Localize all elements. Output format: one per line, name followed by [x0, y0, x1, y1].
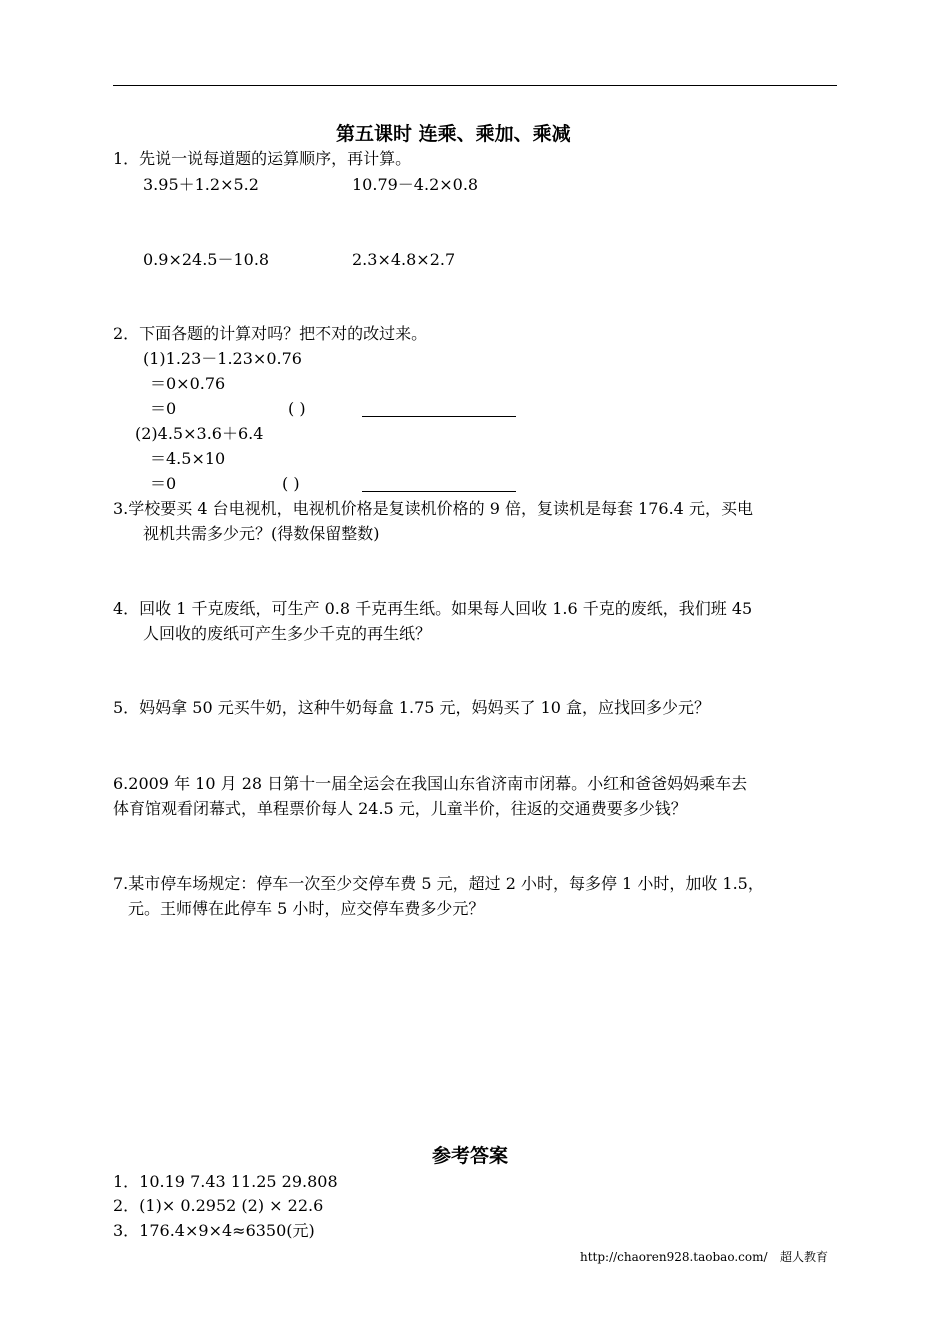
- footer-brand: 超人教育: [780, 1250, 829, 1264]
- q1-expression-c: 0.9×24.5－10.8: [143, 250, 270, 269]
- answers-heading: 参考答案: [432, 1145, 509, 1167]
- page-title: 第五课时 连乘、乘加、乘减: [336, 123, 571, 145]
- q2-part1-line3: ＝0: [150, 399, 177, 418]
- q7-line1: 7.某市停车场规定：停车一次至少交停车费 5 元，超过 2 小时，每多停 1 小时，加收 1.5，: [113, 874, 764, 893]
- q4-line2: 人回收的废纸可产生多少千克的再生纸？: [143, 624, 432, 643]
- q6-line2: 体育馆观看闭幕式，单程票价每人 24.5 元，儿童半价，往返的交通费要多少钱？: [113, 799, 687, 818]
- q1-prompt: 1．先说一说每道题的运算顺序，再计算。: [113, 149, 412, 168]
- q2-part2-line2: ＝4.5×10: [150, 449, 226, 468]
- q2-part1-line1: (1)1.23－1.23×0.76: [143, 349, 302, 368]
- q2-part2-line3: ＝0: [150, 474, 177, 493]
- q6-line1: 6.2009 年 10 月 28 日第十一届全运会在我国山东省济南市闭幕。小红和爸爸妈妈乘车去: [113, 774, 748, 793]
- q1-expression-a: 3.95＋1.2×5.2: [143, 175, 259, 194]
- q4-line1: 4．回收 1 千克废纸，可生产 0.8 千克再生纸。如果每人回收 1.6 千克的废纸，我们班 45: [113, 599, 753, 618]
- q2-part1-judgement-paren: ( ): [288, 399, 306, 418]
- q2-part2-line1: (2)4.5×3.6＋6.4: [135, 424, 264, 443]
- q3-line2: 视机共需多少元？(得数保留整数): [143, 524, 380, 543]
- footer-url: http://chaoren928.taobao.com/: [580, 1250, 768, 1264]
- answer-1: 1．10.19 7.43 11.25 29.808: [113, 1172, 338, 1191]
- q2-part2-judgement-paren: ( ): [282, 474, 300, 493]
- q3-line1: 3.学校要买 4 台电视机，电视机价格是复读机价格的 9 倍，复读机是每套 176.4 元，买电: [113, 499, 753, 518]
- q2-part1-answer-blank: [362, 416, 516, 417]
- answer-2: 2．(1)× 0.2952 (2) × 22.6: [113, 1196, 324, 1215]
- q7-line2: 元。王师傅在此停车 5 小时，应交停车费多少元？: [128, 899, 485, 918]
- q2-part2-answer-blank: [362, 491, 516, 492]
- answer-3: 3．176.4×9×4≈6350(元): [113, 1221, 315, 1240]
- header-rule: [113, 85, 837, 86]
- q2-part1-line2: ＝0×0.76: [150, 374, 226, 393]
- q1-expression-d: 2.3×4.8×2.7: [352, 250, 456, 269]
- q5-line1: 5．妈妈拿 50 元买牛奶，这种牛奶每盒 1.75 元，妈妈买了 10 盒，应找回多少元？: [113, 698, 711, 717]
- q1-expression-b: 10.79－4.2×0.8: [352, 175, 479, 194]
- q2-prompt: 2．下面各题的计算对吗？把不对的改过来。: [113, 324, 428, 343]
